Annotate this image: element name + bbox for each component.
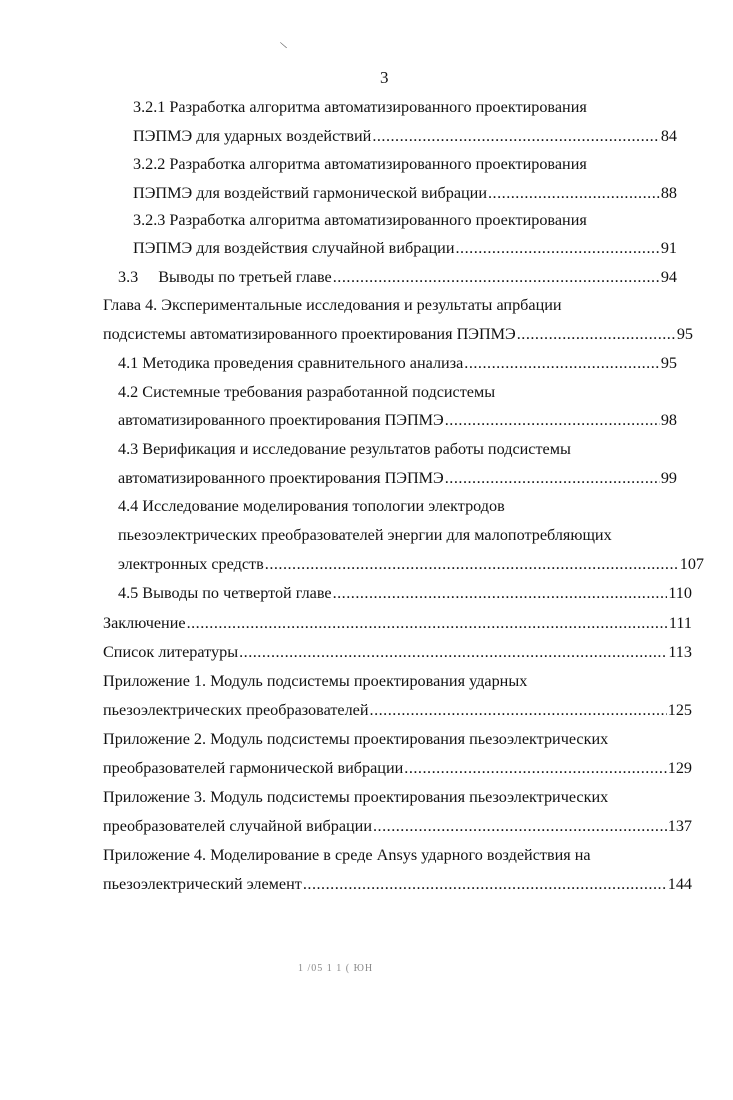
toc-references: Список литературы ..... 113 [103, 641, 692, 663]
toc-entry-4-4-line1: 4.4 Исследование моделирования топологии электродов [118, 497, 505, 515]
toc-page-number: 113 [668, 643, 692, 661]
toc-page-number: 137 [667, 817, 692, 835]
toc-page-number: 99 [660, 469, 677, 487]
toc-entry-4-2-line1: 4.2 Системные требования разработанной подсистемы [118, 383, 496, 401]
toc-appendix-3-line2: преобразователей случайной вибрации ..... 137 [103, 815, 692, 837]
toc-page-number: 111 [668, 614, 692, 632]
toc-page-number: 144 [667, 875, 692, 893]
toc-entry-3-2-3-line1: 3.2.3 Разработка алгоритма автоматизированного проектирования [133, 211, 587, 229]
toc-entry-3-2-2-line2: ПЭПМЭ для воздействий гармонической вибрации ..... 88 [133, 182, 677, 204]
toc-page-number: 94 [660, 268, 677, 286]
toc-entry-4-4-line3: электронных средств ..... 107 [118, 553, 704, 575]
toc-entry-3-2-3-line2: ПЭПМЭ для воздействия случайной вибрации ..... 91 [133, 237, 677, 259]
toc-page-number: 129 [667, 759, 692, 777]
toc-appendix-2-line1: Приложение 2. Модуль подсистемы проектирования пьезоэлектрических [103, 730, 609, 748]
toc-appendix-4-line1: Приложение 4. Моделирование в среде Ansys ударного воздействия на [103, 846, 591, 864]
toc-entry-3-2-1-line2: ПЭПМЭ для ударных воздействий ..... 84 [133, 125, 677, 147]
toc-appendix-1-line2: пьезоэлектрических преобразователей ..... 125 [103, 699, 692, 721]
toc-page-number: 95 [660, 354, 677, 372]
toc-page-number: 125 [667, 701, 692, 719]
toc-page-number: 107 [679, 555, 704, 573]
toc-conclusion: Заключение ..... 111 [103, 612, 692, 634]
toc-chapter-4-line2: подсистемы автоматизированного проектирования ПЭПМЭ ..... 95 [103, 323, 693, 345]
toc-appendix-4-line2: пьезоэлектрический элемент ..... 144 [103, 873, 692, 895]
toc-page-number: 110 [668, 584, 692, 602]
toc-entry-4-3-line2: автоматизированного проектирования ПЭПМЭ ..... 99 [118, 467, 677, 489]
page-number: 3 [380, 68, 389, 87]
toc-entry-3-3: 3.3 Выводы по третьей главе ..... 94 [118, 266, 677, 288]
toc-entry-4-3-line1: 4.3 Верификация и исследование результатов работы подсистемы [118, 440, 571, 458]
toc-page-number: 88 [660, 184, 677, 202]
toc-page-number: 84 [660, 127, 677, 145]
toc-entry-3-2-2-line1: 3.2.2 Разработка алгоритма автоматизированного проектирования [133, 155, 587, 173]
footer-scan-artifact: 1 /05 1 1 ( ЮН [298, 963, 374, 974]
toc-page-number: 95 [676, 325, 693, 343]
toc-page-number: 98 [660, 411, 677, 429]
toc-entry-4-4-line2: пьезоэлектрических преобразователей энергии для малопотребляющих [118, 526, 612, 544]
toc-page-number: 91 [660, 239, 677, 257]
toc-entry-4-1: 4.1 Методика проведения сравнительного анализа ..... 95 [118, 352, 677, 374]
toc-appendix-1-line1: Приложение 1. Модуль подсистемы проектирования ударных [103, 672, 528, 690]
toc-entry-4-2-line2: автоматизированного проектирования ПЭПМЭ ..... 98 [118, 409, 677, 431]
toc-entry-3-2-1-line1: 3.2.1 Разработка алгоритма автоматизированного проектирования [133, 98, 587, 116]
toc-entry-4-5: 4.5 Выводы по четвертой главе ..... 110 [118, 582, 692, 604]
toc-chapter-4-line1: Глава 4. Экспериментальные исследования и результаты апрбации [103, 296, 562, 314]
stray-mark: \ [278, 38, 289, 52]
toc-appendix-3-line1: Приложение 3. Модуль подсистемы проектирования пьезоэлектрических [103, 788, 609, 806]
toc-appendix-2-line2: преобразователей гармонической вибрации ..... 129 [103, 757, 692, 779]
